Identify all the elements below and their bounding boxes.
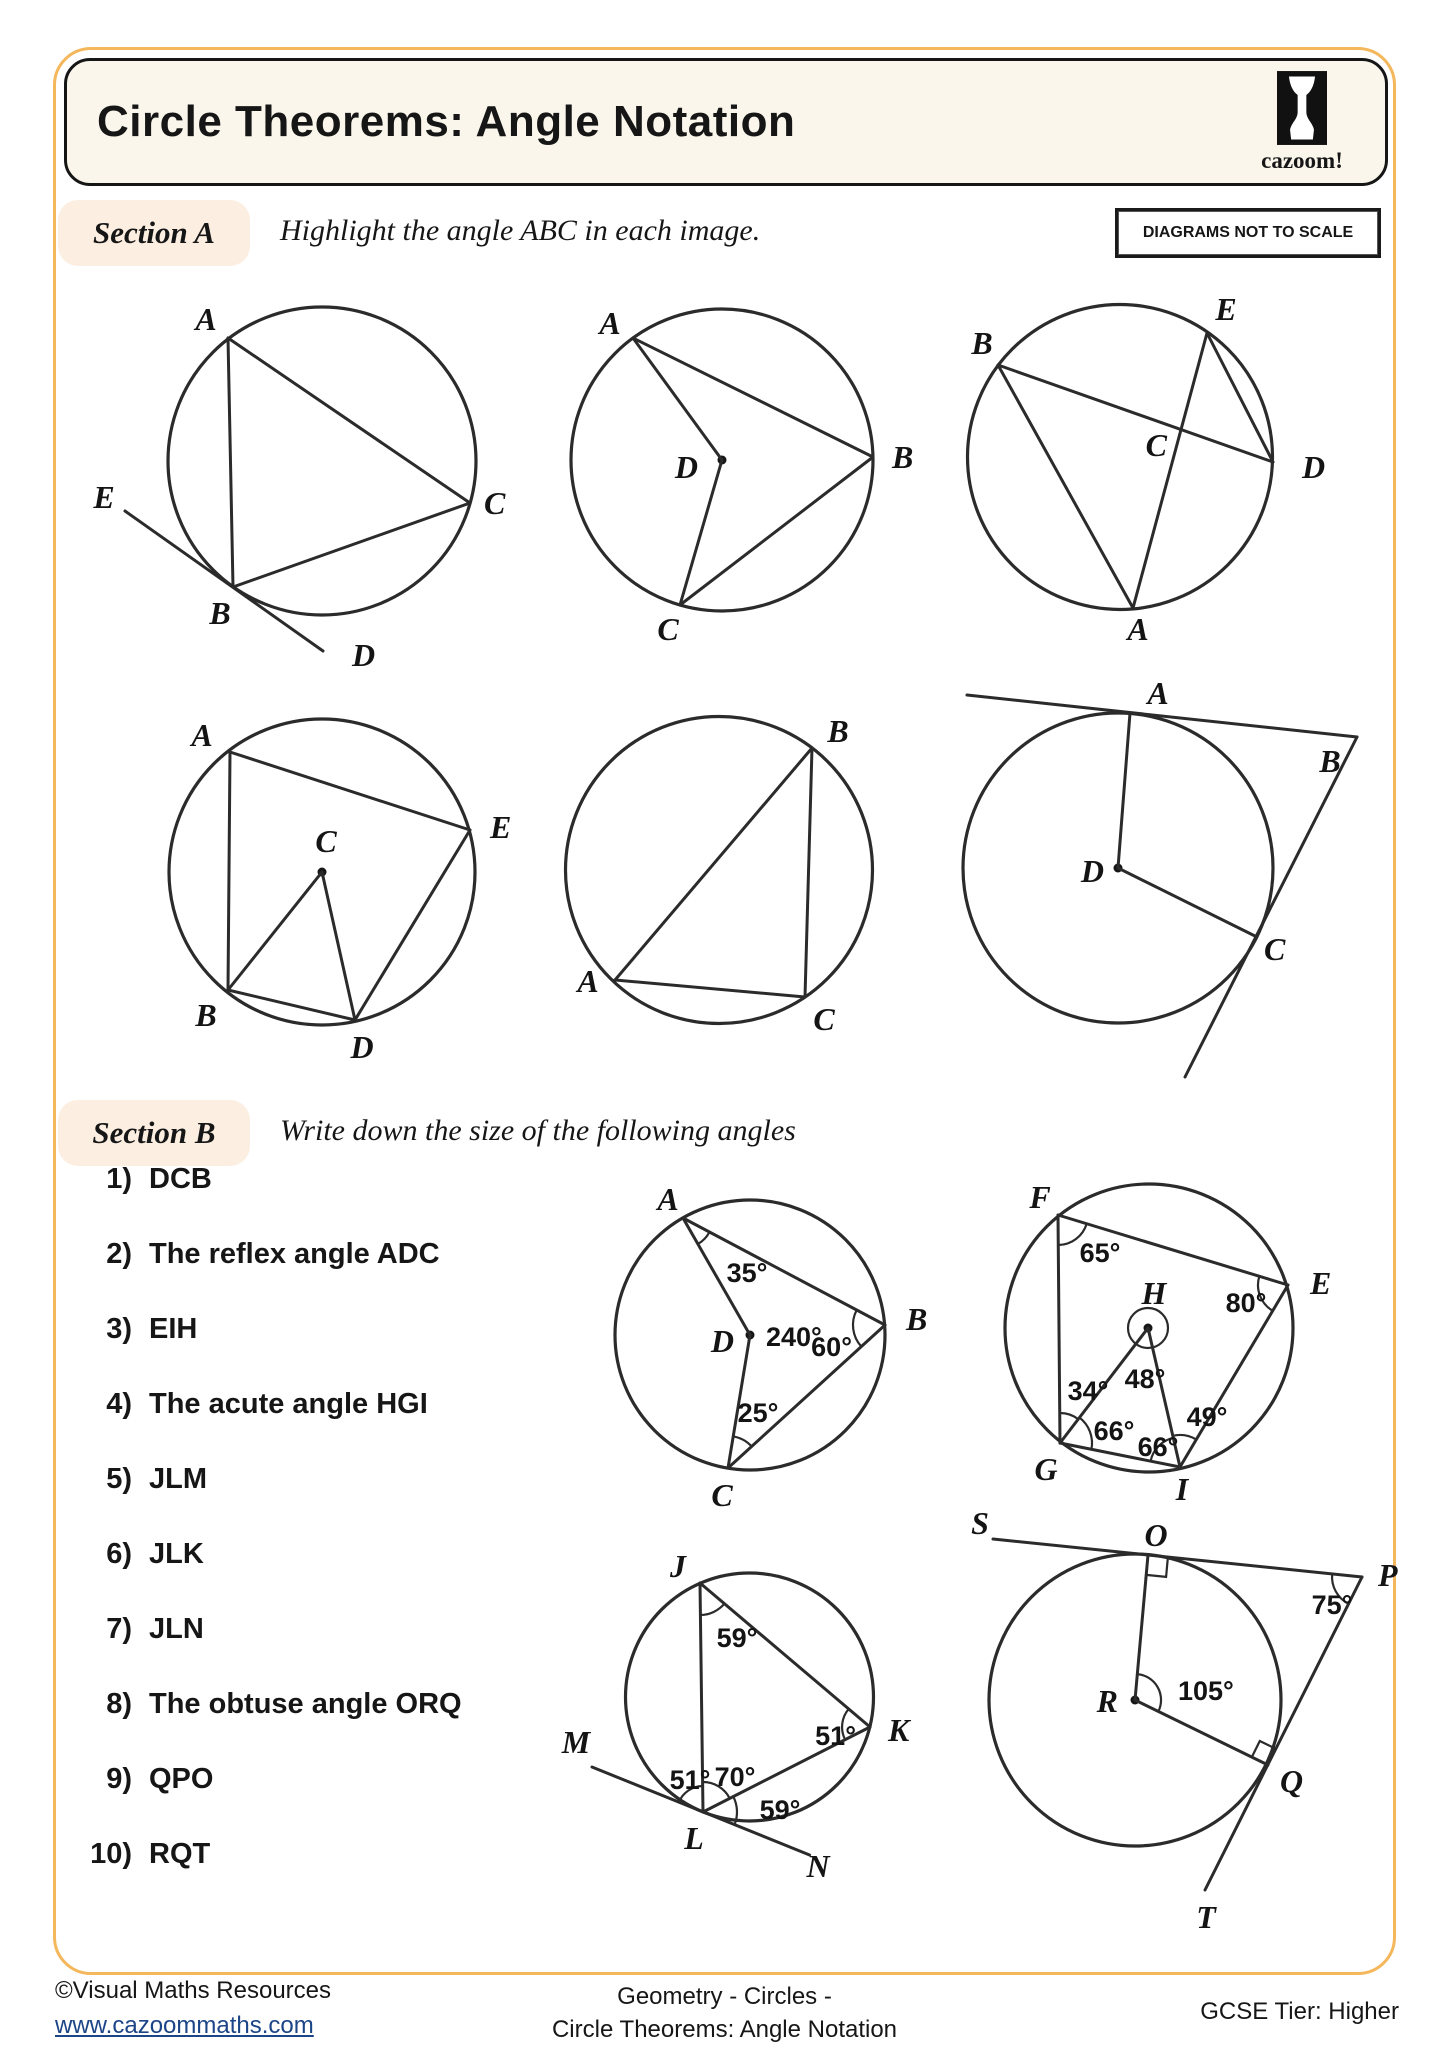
vertex-a: A	[195, 301, 217, 337]
question-text: The obtuse angle ORQ	[149, 1688, 462, 1720]
angle-label-fei: 80°	[1225, 1288, 1267, 1318]
angle-label-jkl: 51°	[815, 1721, 856, 1751]
vertex-e: E	[1310, 1265, 1332, 1301]
vertex-b: B	[906, 1301, 928, 1337]
question-2	[70, 1238, 490, 1271]
vertex-h: H	[1141, 1275, 1167, 1311]
question-text: RQT	[149, 1838, 211, 1870]
vertex-b: B	[971, 325, 993, 361]
question-number: 6)	[106, 1538, 132, 1570]
question-8	[70, 1688, 490, 1721]
question-number: 2)	[106, 1238, 132, 1270]
angle-label-ghi: 48°	[1124, 1364, 1166, 1394]
angle-label-hgi: 66°	[1093, 1416, 1135, 1446]
question-3	[70, 1313, 490, 1346]
vertex-c: C	[315, 823, 337, 859]
vertex-s: S	[971, 1505, 989, 1541]
vertex-c: C	[711, 1477, 733, 1513]
website-link[interactable]: www.cazoommaths.com	[55, 2012, 314, 2039]
question-4	[70, 1388, 490, 1421]
vertex-e: E	[490, 809, 512, 845]
vertex-b: B	[209, 595, 231, 631]
tier-label: GCSE Tier: Higher	[1200, 1998, 1399, 2025]
vertex-b: B	[892, 439, 914, 475]
not-to-scale-badge: DIAGRAMS NOT TO SCALE	[1115, 208, 1381, 258]
cazoom-logo	[1257, 71, 1347, 174]
section-b-instruction: Write down the size of the following angles	[280, 1114, 796, 1147]
question-number: 1)	[106, 1163, 132, 1195]
vertex-d: D	[1302, 449, 1326, 485]
vertex-j: J	[670, 1548, 686, 1584]
vertex-a: A	[1127, 611, 1149, 647]
vertex-f: F	[1029, 1179, 1051, 1215]
vertex-b: B	[1319, 743, 1341, 779]
angle-label-adc-reflex: 240°	[766, 1322, 822, 1352]
vertex-l: L	[684, 1820, 704, 1856]
question-number: 5)	[106, 1463, 132, 1495]
question-text: The reflex angle ADC	[149, 1238, 440, 1270]
vertex-m: M	[561, 1724, 591, 1760]
angle-label-hie: 49°	[1186, 1402, 1228, 1432]
vertex-g: G	[1034, 1451, 1058, 1487]
question-text: QPO	[149, 1763, 214, 1795]
question-text: EIH	[149, 1313, 198, 1345]
vertex-d: D	[710, 1323, 734, 1359]
vertex-d: D	[1080, 853, 1104, 889]
vertex-b: B	[827, 713, 849, 749]
question-9	[70, 1763, 490, 1796]
question-text: JLM	[149, 1463, 207, 1495]
question-number: 8)	[106, 1688, 132, 1720]
copyright-text: ©Visual Maths Resources	[55, 1977, 332, 2004]
header	[64, 58, 1388, 186]
vertex-a: A	[1147, 675, 1169, 711]
angle-label-fgh: 34°	[1067, 1376, 1109, 1406]
angle-label-gfe: 65°	[1079, 1238, 1121, 1268]
question-text: DCB	[149, 1163, 212, 1195]
question-number: 3)	[106, 1313, 132, 1345]
vertex-b: B	[195, 997, 217, 1033]
vertex-r: R	[1096, 1683, 1118, 1719]
question-5	[70, 1463, 490, 1496]
angle-label-orq: 105°	[1178, 1676, 1234, 1706]
angle-label-opq: 75°	[1311, 1590, 1353, 1620]
vertex-c: C	[484, 485, 506, 521]
question-text: JLN	[149, 1613, 204, 1645]
vertex-c: C	[1264, 931, 1286, 967]
vertex-q: Q	[1280, 1763, 1304, 1799]
angle-label-mlj: 51°	[669, 1765, 711, 1795]
vertex-i: I	[1175, 1471, 1189, 1507]
vertex-d: D	[674, 449, 698, 485]
question-text: JLK	[149, 1538, 204, 1570]
angle-label-dab: 35°	[726, 1258, 768, 1288]
vertex-a: A	[577, 963, 599, 999]
question-number: 4)	[106, 1388, 132, 1420]
vertex-c: C	[813, 1001, 835, 1037]
angle-label-kln: 59°	[759, 1795, 801, 1825]
vertex-a: A	[191, 717, 213, 753]
question-7	[70, 1613, 490, 1646]
vertex-n: N	[806, 1848, 830, 1884]
vertex-p: P	[1378, 1557, 1398, 1593]
section-a-instruction: Highlight the angle ABC in each image.	[280, 214, 761, 247]
question-number: 10)	[90, 1838, 132, 1870]
drum-icon	[1277, 71, 1327, 145]
section-b-label: Section B	[58, 1100, 250, 1166]
question-text: The acute angle HGI	[149, 1388, 428, 1420]
vertex-d: D	[350, 1029, 374, 1065]
vertex-a: A	[657, 1181, 679, 1217]
vertex-c: C	[657, 611, 679, 647]
subject-line-1: Geometry - Circles -	[617, 1983, 832, 2010]
question-number: 9)	[106, 1763, 132, 1795]
question-10	[70, 1838, 490, 1871]
question-6	[70, 1538, 490, 1571]
angle-label-gih: 66°	[1137, 1432, 1179, 1462]
angle-label-abc: 60°	[811, 1332, 852, 1362]
angle-label-jlk: 70°	[714, 1762, 756, 1792]
subject-line-2: Circle Theorems: Angle Notation	[551, 2016, 898, 2043]
vertex-d: D	[352, 637, 376, 673]
vertex-e: E	[93, 479, 115, 515]
vertex-o: O	[1144, 1517, 1168, 1553]
logo-wordmark: cazoom!	[1261, 148, 1343, 173]
page-border	[53, 47, 1396, 1975]
vertex-c: C	[1145, 427, 1167, 463]
page-title: Circle Theorems: Angle Notation	[97, 97, 796, 146]
question-1	[70, 1163, 490, 1196]
vertex-k: K	[888, 1712, 910, 1748]
question-number: 7)	[106, 1613, 132, 1645]
angle-label-ljk: 59°	[716, 1623, 758, 1653]
angle-label-dcb: 25°	[737, 1398, 779, 1428]
vertex-e: E	[1215, 291, 1237, 327]
vertex-t: T	[1196, 1899, 1216, 1935]
section-a-label: Section A	[58, 200, 250, 266]
vertex-a: A	[599, 305, 621, 341]
